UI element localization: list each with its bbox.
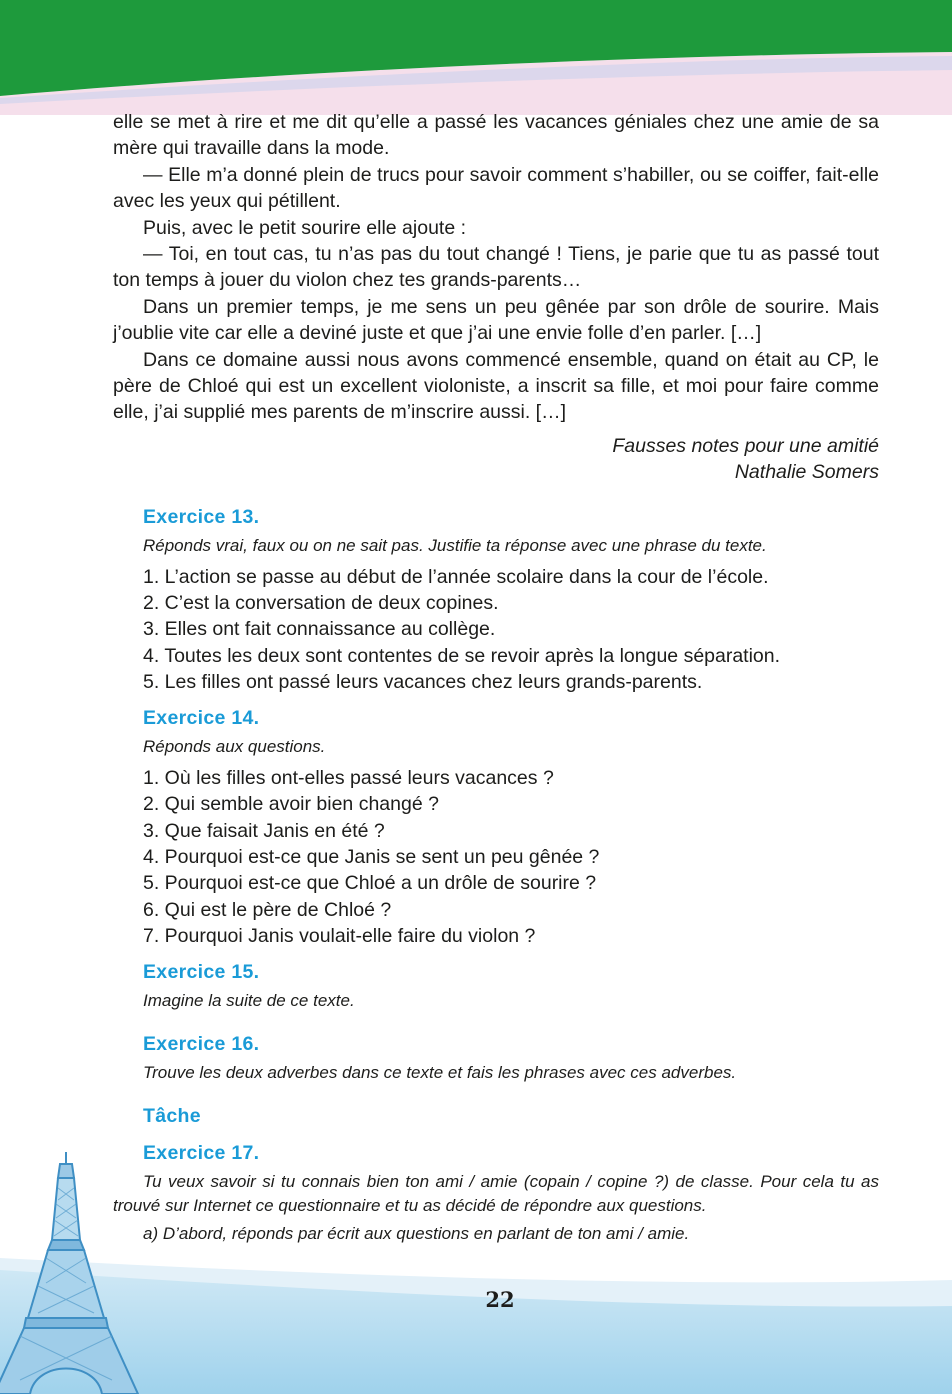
list-item: 3. Elles ont fait connaissance au collège. (143, 618, 496, 641)
story-paragraph: Dans ce domaine aussi nous avons commencé ensemble, quand on était au CP, le père de Chloé qui est un excellent violoniste, a inscrit sa fille, et moi pour faire comme elle, j’ai supplié mes parents de m’inscrire aussi. […] (113, 348, 879, 424)
exercise-17-instruction: Tu veux savoir si tu connais bien ton ami / amie (copain / copine ?) de classe. Pour cela tu as trouvé sur Internet ce questionnaire et tu as décidé de répondre aux questions. (113, 1172, 879, 1216)
exercise-16-title: Exercice 16. (143, 1033, 260, 1056)
list-item: 1. L’action se passe au début de l’année scolaire dans la cour de l’école. (143, 565, 769, 588)
page-content (113, 109, 879, 1246)
list-item: 3. Que faisait Janis en été ? (143, 819, 385, 842)
exercise-17-title: Exercice 17. (143, 1142, 260, 1165)
page-number: 22 (485, 1287, 515, 1312)
exercise-14-list (143, 765, 879, 949)
list-item: 2. C’est la conversation de deux copines. (143, 591, 499, 614)
footer-sky-band (0, 1240, 952, 1394)
exercise-17-sub-a: a) D’abord, réponds par écrit aux questions en parlant de ton ami / amie. (143, 1224, 690, 1244)
exercise-13-title: Exercice 13. (143, 505, 260, 528)
tache-title: Tâche (143, 1105, 201, 1128)
story-paragraph: Puis, avec le petit sourire elle ajoute : (143, 216, 467, 239)
story-text (113, 109, 879, 486)
list-item: 7. Pourquoi Janis voulait-elle faire du violon ? (143, 924, 536, 947)
list-item: 5. Pourquoi est-ce que Chloé a un drôle de sourire ? (143, 872, 597, 895)
exercise-15-instruction: Imagine la suite de ce texte. (143, 991, 355, 1011)
list-item: 1. Où les filles ont-elles passé leurs vacances ? (143, 767, 554, 790)
list-item: 6. Qui est le père de Chloé ? (143, 898, 392, 921)
exercise-14-title: Exercice 14. (143, 707, 260, 730)
exercise-13 (143, 504, 879, 695)
source-book-title: Fausses notes pour une amitié (612, 434, 879, 457)
list-item: 4. Toutes les deux sont contentes de se revoir après la longue séparation. (143, 644, 781, 667)
list-item: 5. Les filles ont passé leurs vacances chez leurs grands-parents. (143, 670, 703, 693)
source-author: Nathalie Somers (734, 461, 879, 484)
tache-section (143, 1103, 879, 1129)
story-paragraph: Dans un premier temps, je me sens un peu gênée par son drôle de sourire. Mais j’oublie vite car elle a deviné juste et que j’ai une envie folle d’en parler. […] (113, 295, 879, 345)
story-paragraph: — Elle m’a donné plein de trucs pour savoir comment s’habiller, ou se coiffer, fait-elle avec les yeux qui pétillent. (113, 163, 879, 213)
exercise-13-list (143, 564, 879, 695)
story-paragraph: — Toi, en tout cas, tu n’as pas du tout changé ! Tiens, je parie que tu as passé tout ton temps à jouer du violon chez tes grands-parents… (113, 243, 879, 292)
exercise-16-instruction: Trouve les deux adverbes dans ce texte et fais les phrases avec ces adverbes. (143, 1063, 737, 1083)
story-paragraph: elle se met à rire et me dit qu’elle a passé les vacances géniales chez une amie de sa mère qui travaille dans la mode. (113, 111, 879, 160)
exercise-17 (113, 1140, 879, 1246)
exercise-14-instruction: Réponds aux questions. (143, 737, 326, 757)
exercise-16 (143, 1031, 879, 1085)
exercise-15-title: Exercice 15. (143, 961, 260, 984)
header-green-band (0, 0, 952, 115)
exercise-15 (143, 959, 879, 1013)
list-item: 2. Qui semble avoir bien changé ? (143, 793, 439, 816)
exercise-13-instruction: Réponds vrai, faux ou on ne sait pas. Justifie ta réponse avec une phrase du texte. (143, 535, 767, 555)
list-item: 4. Pourquoi est-ce que Janis se sent un peu gênée ? (143, 846, 600, 869)
exercise-14 (143, 705, 879, 949)
